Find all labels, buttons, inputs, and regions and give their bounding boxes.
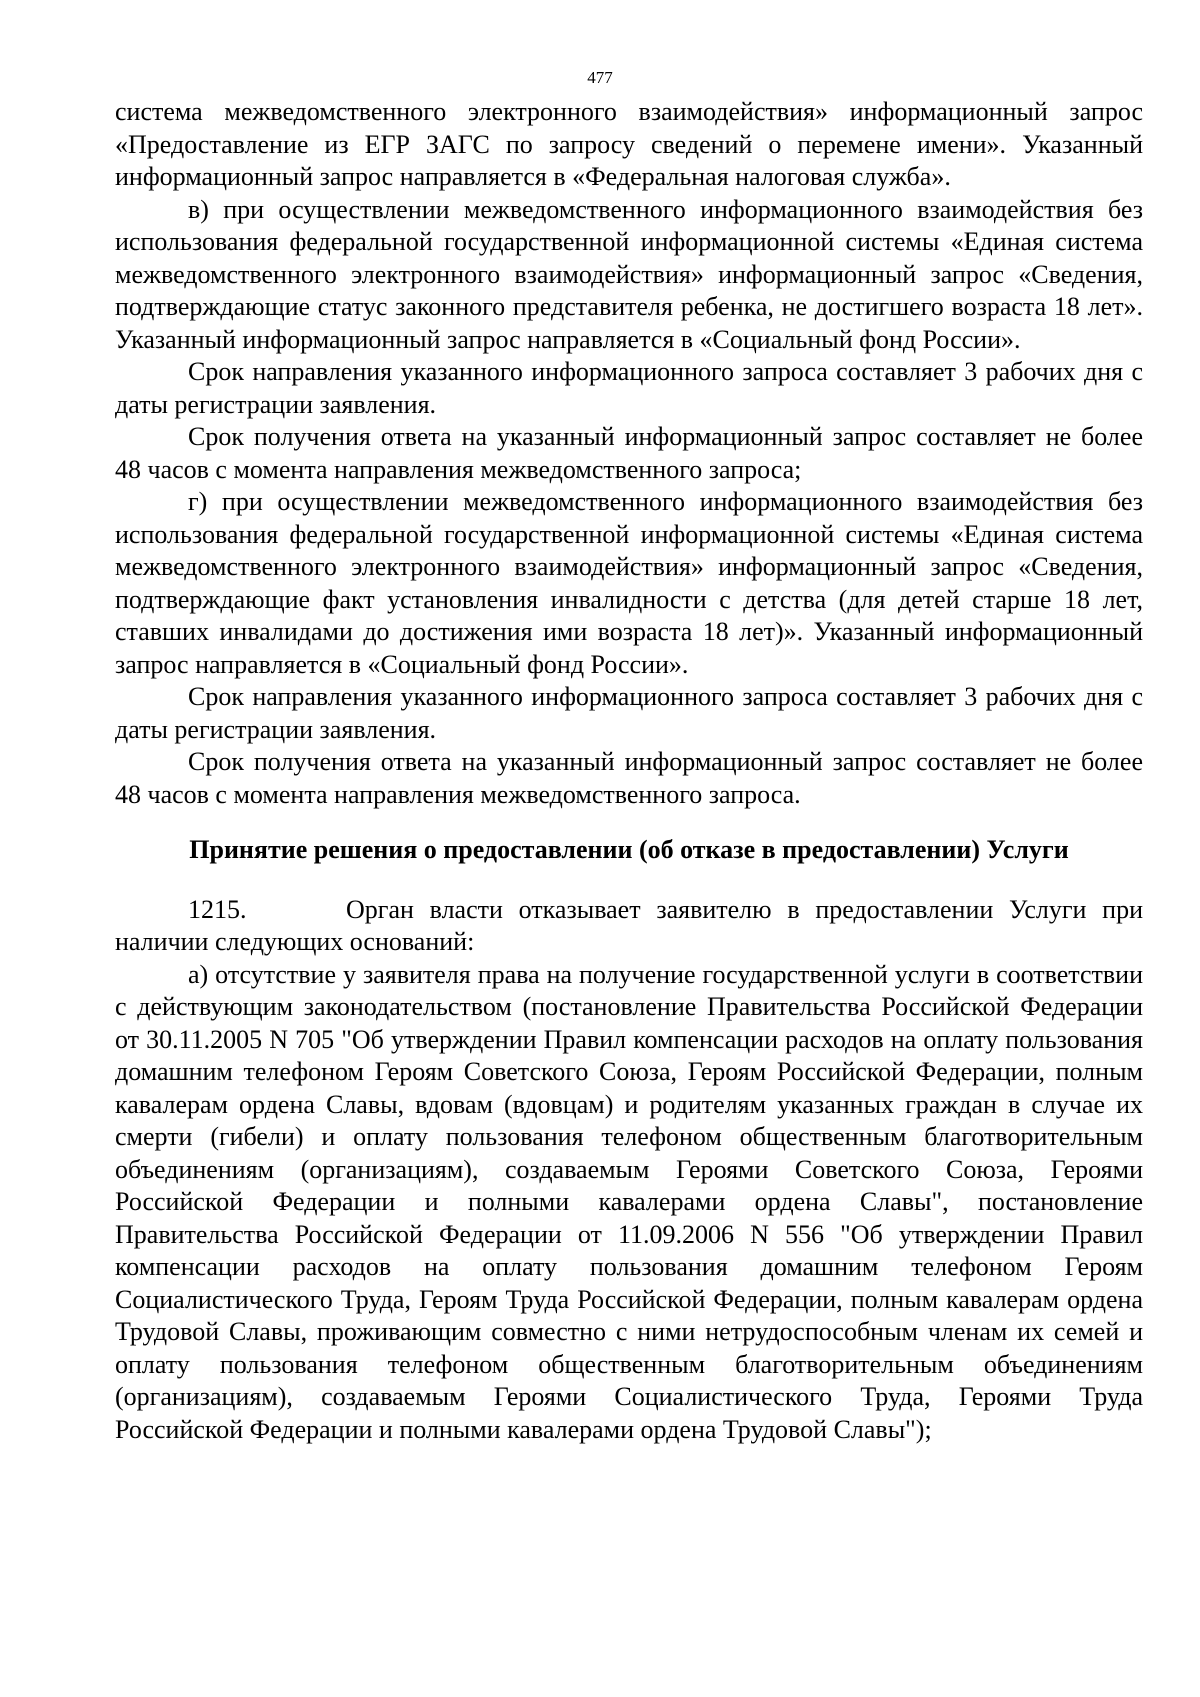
paragraph: Срок направления указанного информационного запроса составляет 3 рабочих дня с даты регистрации заявления. <box>115 682 1143 744</box>
paragraph: Срок направления указанного информационного запроса составляет 3 рабочих дня с даты регистрации заявления. <box>115 357 1143 419</box>
paragraph: Срок получения ответа на указанный информационный запрос составляет не более 48 часов с момента направления межведомственного запроса. <box>115 747 1143 809</box>
numbered-paragraph <box>115 894 1143 959</box>
paragraphs-after <box>115 959 1143 1447</box>
numbered-paragraph-text: Орган власти отказывает заявителю в предоставлении Услуги при наличии следующих оснований: <box>115 894 1143 956</box>
paragraph: Срок получения ответа на указанный информационный запрос составляет не более 48 часов с момента направления межведомственного запроса; <box>115 422 1143 484</box>
paragraph-number: 1215. <box>188 894 247 924</box>
section-heading: Принятие решения о предоставлении (об отказе в предоставлении) Услуги <box>189 835 1069 864</box>
paragraph: система межведомственного электронного взаимодействия» информационный запрос «Предоставление из ЕГР ЗАГС по запросу сведений о перемене имени». Указанный информационный запрос направляется в «Федеральная налоговая служба». <box>115 97 1143 191</box>
paragraph: в) при осуществлении межведомственного информационного взаимодействия без использования федеральной государственной информационной системы «Единая система межведомственного электронного взаимодействия» информационный запрос «Сведения, подтверждающие статус законного представителя ребенка, не достигшего возраста 18 лет». Указанный информационный запрос направляется в «Социальный фонд России». <box>115 194 1143 354</box>
document-body <box>115 96 1143 1446</box>
page-number: 477 <box>587 68 613 87</box>
paragraph: г) при осуществлении межведомственного информационного взаимодействия без использования федеральной государственной информационной системы «Единая система межведомственного электронного взаимодействия» информационный запрос «Сведения, подтверждающие факт установления инвалидности с детства (для детей старше 18 лет, ставших инвалидами до достижения ими возраста 18 лет)». Указанный информационный запрос направляется в «Социальный фонд России». <box>115 487 1143 679</box>
paragraph: а) отсутствие у заявителя права на получение государственной услуги в соответствии с действующим законодательством (постановление Правительства Российской Федерации от 30.11.2005 N 705 "Об утверждении Правил компенсации расходов на оплату пользования домашним телефоном Героям Советского Союза, Героям Российской Федерации, полным кавалерам ордена Славы, вдовам (вдовцам) и родителям указанных граждан в случае их смерти (гибели) и оплату пользования телефоном общественным благотворительным объединениям (организациям), создаваемым Героями Советского Союза, Героями Российской Федерации и полными кавалерами ордена Славы", постановление Правительства Российской Федерации от 11.09.2006 N 556 "Об утверждении Правил компенсации расходов на оплату пользования домашним телефоном Героям Социалистического Труда, Героям Труда Российской Федерации, полным кавалерам ордена Трудовой Славы, проживающим совместно с ними нетрудоспособным членам их семей и оплату пользования телефоном общественным благотворительным объединениям (организациям), создаваемым Героями Социалистического Труда, Героями Труда Российской Федерации и полными кавалерами ордена Трудовой Славы"); <box>115 959 1143 1444</box>
paragraphs-before <box>115 96 1143 811</box>
